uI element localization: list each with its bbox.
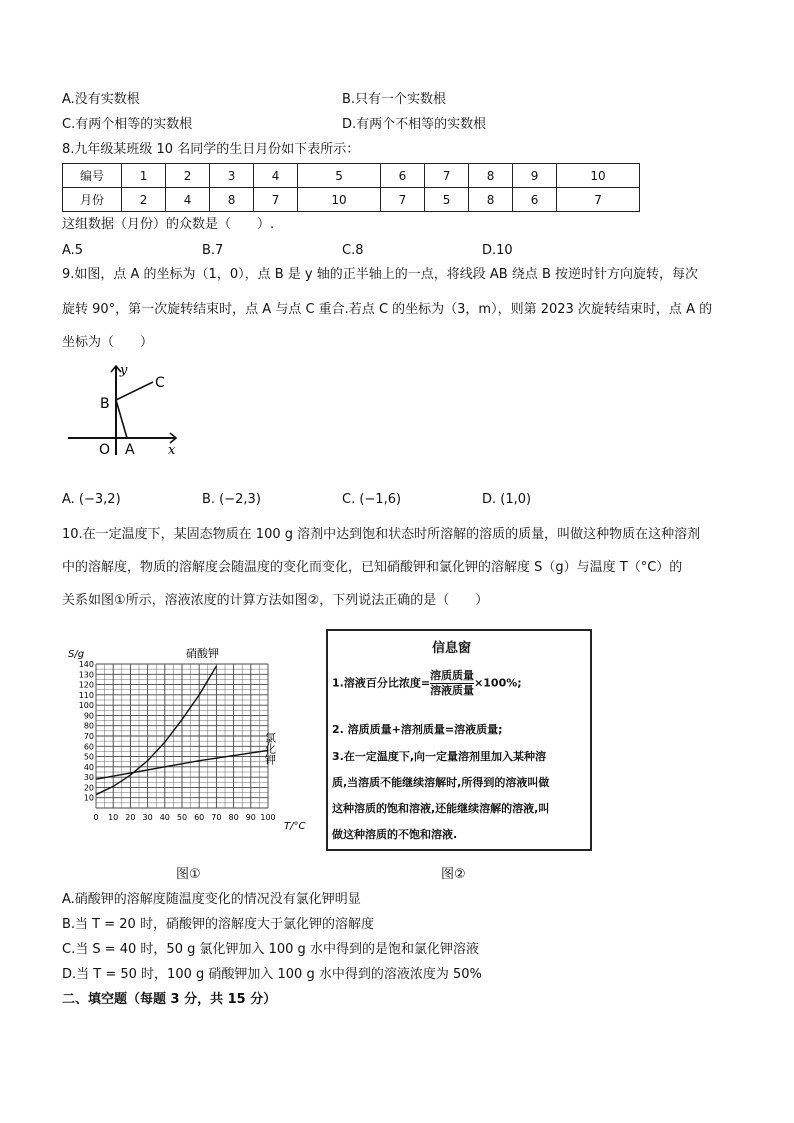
y-tick-label: 10 bbox=[83, 793, 94, 803]
info-item-1-prefix: 1.溶液百分比浓度= bbox=[332, 676, 431, 690]
table-cell: 4 bbox=[166, 188, 210, 212]
q8-question: 这组数据（月份）的众数是（ ）. bbox=[62, 217, 275, 232]
q9-option-d: D. (1,0) bbox=[482, 492, 532, 507]
table-cell: 2 bbox=[166, 164, 210, 188]
x-tick-label: 70 bbox=[211, 813, 222, 822]
q10-option-d: D.当 T = 50 时，100 g 硝酸钾加入 100 g 水中得到的溶液浓度为 50% bbox=[62, 967, 482, 982]
y-tick-label: 70 bbox=[83, 732, 94, 741]
y-tick-label: 130 bbox=[78, 670, 94, 680]
table-cell: 8 bbox=[469, 164, 513, 188]
q8-option-c: C.8 bbox=[342, 243, 364, 258]
table-cell: 6 bbox=[380, 164, 424, 188]
table-cell: 6 bbox=[513, 188, 557, 212]
y-tick-label: 120 bbox=[78, 680, 94, 690]
y-tick-label: 100 bbox=[78, 701, 94, 711]
info-item-3-line-3: 这种溶质的饱和溶液,还能继续溶解的溶液,叫 bbox=[332, 802, 550, 815]
label-x: x bbox=[168, 443, 176, 458]
table-cell: 8 bbox=[210, 188, 254, 212]
table-cell: 10 bbox=[298, 188, 381, 212]
q7-option-c: C.有两个相等的实数根 bbox=[62, 117, 193, 132]
chart-grid bbox=[96, 664, 268, 808]
q9-coordinate-figure bbox=[62, 360, 192, 460]
y-tick-label: 20 bbox=[83, 783, 94, 793]
table-cell: 2 bbox=[122, 188, 166, 212]
fraction-denominator: 溶液质量 bbox=[430, 684, 475, 697]
x-tick-label: 80 bbox=[228, 813, 239, 822]
segment-bc bbox=[116, 382, 153, 400]
y-axis-label: S/g bbox=[68, 649, 85, 660]
y-tick-label: 80 bbox=[83, 721, 94, 731]
y-tick-label: 60 bbox=[83, 742, 94, 752]
y-tick-label: 40 bbox=[83, 762, 94, 772]
table-row bbox=[63, 164, 640, 188]
table-cell: 1 bbox=[122, 164, 166, 188]
formula-fraction bbox=[430, 669, 474, 698]
label-o: O bbox=[99, 442, 111, 458]
q9-option-c: C. (−1,6) bbox=[342, 492, 402, 507]
q7-option-a: A.没有实数根 bbox=[62, 92, 140, 107]
x-tick-label: 100 bbox=[260, 813, 276, 822]
q10-line-2: 中的溶解度，物质的溶解度会随温度的变化而变化，已知硝酸钾和氯化钾的溶解度 S（g）与温度 T（°C）的 bbox=[62, 560, 683, 575]
q8-option-b: B.7 bbox=[202, 243, 224, 258]
section-2-heading: 二、填空题（每题 3 分，共 15 分） bbox=[62, 992, 277, 1007]
info-title: 信息窗 bbox=[432, 641, 472, 656]
q9-line-2: 旋转 90°，第一次旋转结束时，点 A 与点 C 重合.若点 C 的坐标为（3，m），则第 2023 次旋转结束时，点 A 的 bbox=[62, 302, 713, 317]
table-header-cell: 月份 bbox=[63, 188, 122, 212]
info-item-2: 2. 溶质质量+溶剂质量=溶液质量; bbox=[332, 723, 503, 736]
x-tick-label: 50 bbox=[176, 813, 188, 822]
q10-option-b: B.当 T = 20 时，硝酸钾的溶解度大于氯化钾的溶解度 bbox=[62, 917, 374, 932]
q10-option-a: A.硝酸钾的溶解度随温度变化的情况没有氯化钾明显 bbox=[62, 892, 361, 907]
segment-ab bbox=[116, 400, 127, 438]
table-header-cell: 编号 bbox=[63, 164, 122, 188]
q7-option-b: B.只有一个实数根 bbox=[342, 92, 447, 107]
legend-potassium-chloride: 氯化钾 bbox=[263, 732, 277, 765]
y-tick-label: 90 bbox=[83, 711, 94, 721]
x-tick-labels bbox=[93, 813, 275, 822]
info-box bbox=[326, 629, 592, 851]
y-tick-label: 110 bbox=[78, 690, 94, 700]
x-tick-label: 10 bbox=[108, 813, 119, 822]
x-tick-label: 30 bbox=[142, 813, 153, 822]
info-item-3-line-1: 3.在一定温度下,向一定量溶剂里加入某种溶 bbox=[332, 750, 547, 763]
label-a: A bbox=[125, 442, 135, 458]
label-y: y bbox=[120, 363, 128, 378]
q10-option-c: C.当 S = 40 时，50 g 氯化钾加入 100 g 水中得到的是饱和氯化钾溶液 bbox=[62, 942, 479, 957]
y-tick-labels bbox=[79, 660, 94, 803]
x-tick-label: 40 bbox=[159, 813, 170, 822]
table-cell: 7 bbox=[557, 188, 640, 212]
label-c: C bbox=[155, 375, 165, 391]
q8-option-a: A.5 bbox=[62, 243, 84, 258]
table-cell: 7 bbox=[425, 164, 469, 188]
x-axis-label: T/°C bbox=[284, 821, 306, 832]
solubility-chart bbox=[66, 640, 320, 838]
q9-option-a: A. (−3,2) bbox=[62, 492, 121, 507]
q8-stem: 8.九年级某班级 10 名同学的生日月份如下表所示： bbox=[62, 142, 360, 157]
label-b: B bbox=[100, 396, 110, 412]
table-cell: 4 bbox=[254, 164, 298, 188]
q9-line-1: 9.如图，点 A 的坐标为（1，0），点 B 是 y 轴的正半轴上的一点，将线段 AB 绕点 B 按逆时针方向旋转，每次 bbox=[62, 267, 699, 282]
q10-line-3: 关系如图①所示，溶液浓度的计算方法如图②，下列说法正确的是（ ） bbox=[62, 593, 489, 608]
info-item-3-line-4: 做这种溶质的不饱和溶液. bbox=[332, 828, 458, 841]
fraction-numerator: 溶质质量 bbox=[430, 669, 475, 682]
table-cell: 3 bbox=[210, 164, 254, 188]
table-cell: 7 bbox=[254, 188, 298, 212]
table-cell: 5 bbox=[298, 164, 381, 188]
info-item-3-line-2: 质,当溶质不能继续溶解时,所得到的溶液叫做 bbox=[332, 776, 550, 789]
legend-potassium-nitrate: 硝酸钾 bbox=[186, 647, 219, 660]
x-tick-label: 90 bbox=[245, 813, 256, 822]
x-tick-label: 0 bbox=[93, 813, 99, 822]
birthday-table bbox=[62, 163, 640, 212]
table-cell: 7 bbox=[380, 188, 424, 212]
table-cell: 5 bbox=[425, 188, 469, 212]
fig1-caption: 图① bbox=[176, 867, 201, 882]
y-tick-label: 50 bbox=[83, 752, 94, 762]
info-item-1-suffix: ×100%; bbox=[474, 676, 522, 690]
x-tick-label: 60 bbox=[194, 813, 205, 822]
q9-line-3: 坐标为（ ） bbox=[62, 335, 154, 350]
q7-option-d: D.有两个不相等的实数根 bbox=[342, 117, 487, 132]
table-row bbox=[63, 188, 640, 212]
table-cell: 9 bbox=[513, 164, 557, 188]
x-tick-label: 20 bbox=[125, 813, 136, 822]
fig2-caption: 图② bbox=[441, 867, 466, 882]
q10-line-1: 10.在一定温度下，某固态物质在 100 g 溶剂中达到饱和状态时所溶解的溶质的质量，叫做这种物质在这种溶剂 bbox=[62, 527, 701, 542]
q9-option-b: B. (−2,3) bbox=[202, 492, 261, 507]
y-tick-label: 30 bbox=[83, 773, 94, 783]
q8-option-d: D.10 bbox=[482, 243, 513, 258]
table-cell: 8 bbox=[469, 188, 513, 212]
info-item-1 bbox=[332, 669, 522, 698]
table-cell: 10 bbox=[557, 164, 640, 188]
y-tick-label: 140 bbox=[78, 660, 94, 669]
